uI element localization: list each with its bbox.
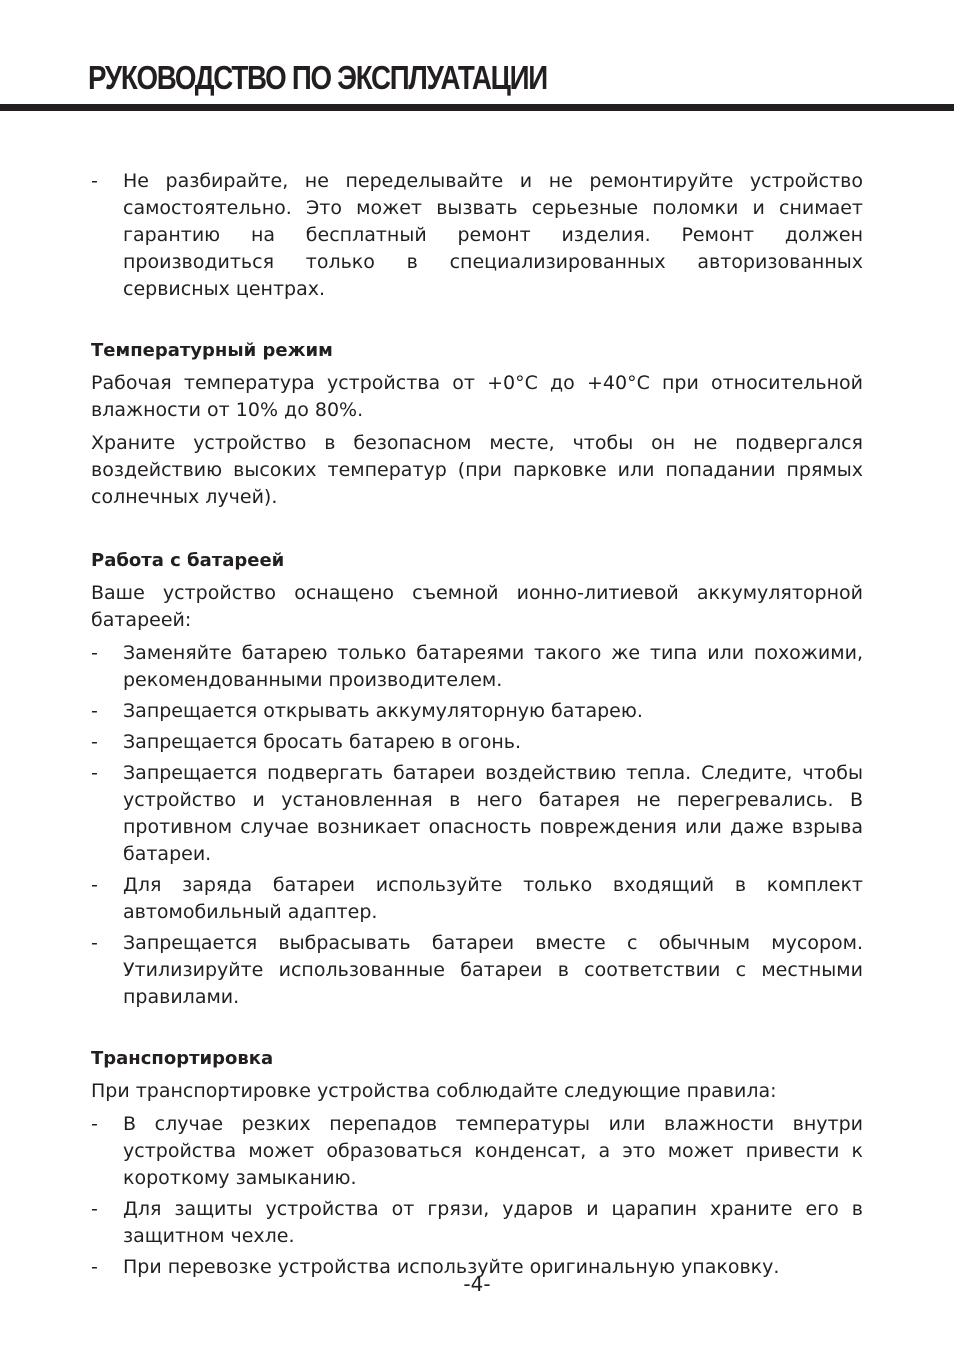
transport-list xyxy=(91,1111,863,1281)
list-item xyxy=(91,640,863,694)
list-item-text: Для защиты устройства от грязи, ударов и царапин храните его в защитном чехле. xyxy=(123,1198,863,1247)
intro-list xyxy=(91,168,863,303)
content xyxy=(91,168,863,1285)
paragraph: Храните устройство в безопасном месте, чтобы он не подвергался воздействию высоких температур (при парковке или попадании прямых солнечных лучей). xyxy=(91,432,863,508)
list-dash: - xyxy=(91,170,98,192)
list-item xyxy=(91,698,863,725)
paragraph: Ваше устройство оснащено съемной ионно-литиевой аккумуляторной батареей: xyxy=(91,582,863,631)
list-dash: - xyxy=(91,700,98,722)
list-dash: - xyxy=(91,932,98,954)
section-transport xyxy=(91,1045,863,1281)
section-heading: Температурный режим xyxy=(91,340,333,361)
page-title: РУКОВОДСТВО ПО ЭКСПЛУАТАЦИИ xyxy=(88,59,547,96)
list-item-text: Запрещается открывать аккумуляторную батарею. xyxy=(123,700,643,722)
list-item xyxy=(91,872,863,926)
list-item xyxy=(91,1196,863,1250)
section-battery xyxy=(91,547,863,1011)
header-rule xyxy=(0,104,954,111)
list-dash: - xyxy=(91,762,98,784)
list-dash: - xyxy=(91,642,98,664)
page-number: -4- xyxy=(463,1272,491,1296)
list-dash: - xyxy=(91,1113,98,1135)
section-temperature xyxy=(91,337,863,511)
list-item-text: Запрещается бросать батарею в огонь. xyxy=(123,731,521,753)
section-heading: Работа с батареей xyxy=(91,550,285,571)
list-item xyxy=(91,930,863,1011)
list-dash: - xyxy=(91,1256,98,1278)
list-item xyxy=(91,729,863,756)
paragraph: Рабочая температура устройства от +0°C до +40°C при относительной влажности от 10% до 80%. xyxy=(91,372,863,421)
list-item-text: Не разбирайте, не переделывайте и не ремонтируйте устройство самостоятельно. Это может вызвать серьезные поломки и снимает гарантию на бесплатный ремонт изделия. Ремонт должен производиться только в специализированных авторизованных сервисных центрах. xyxy=(123,170,863,300)
list-dash: - xyxy=(91,731,98,753)
list-item-text: Заменяйте батарею только батареями такого же типа или похожими, рекомендованными производителем. xyxy=(123,642,863,691)
battery-list xyxy=(91,640,863,1011)
list-item-text: Запрещается выбрасывать батареи вместе с обычным мусором. Утилизируйте использованные батареи в соответствии с местными правилами. xyxy=(123,932,863,1008)
list-item xyxy=(91,1111,863,1192)
list-item-text: Запрещается подвергать батареи воздействию тепла. Следите, чтобы устройство и установленная в него батарея не перегревались. В противном случае возникает опасность повреждения или даже взрыва батареи. xyxy=(123,762,863,865)
list-item xyxy=(91,760,863,868)
list-item-text: Для заряда батареи используйте только входящий в комплект автомобильный адаптер. xyxy=(123,874,863,923)
paragraph: При транспортировке устройства соблюдайте следующие правила: xyxy=(91,1080,777,1102)
list-item-text: При перевозке устройства используйте оригинальную упаковку. xyxy=(123,1256,780,1278)
list-item-text: В случае резких перепадов температуры или влажности внутри устройства может образоваться конденсат, а это может привести к короткому замыканию. xyxy=(123,1113,863,1189)
list-dash: - xyxy=(91,874,98,896)
list-dash: - xyxy=(91,1198,98,1220)
section-heading: Транспортировка xyxy=(91,1048,274,1069)
list-item xyxy=(91,168,863,303)
